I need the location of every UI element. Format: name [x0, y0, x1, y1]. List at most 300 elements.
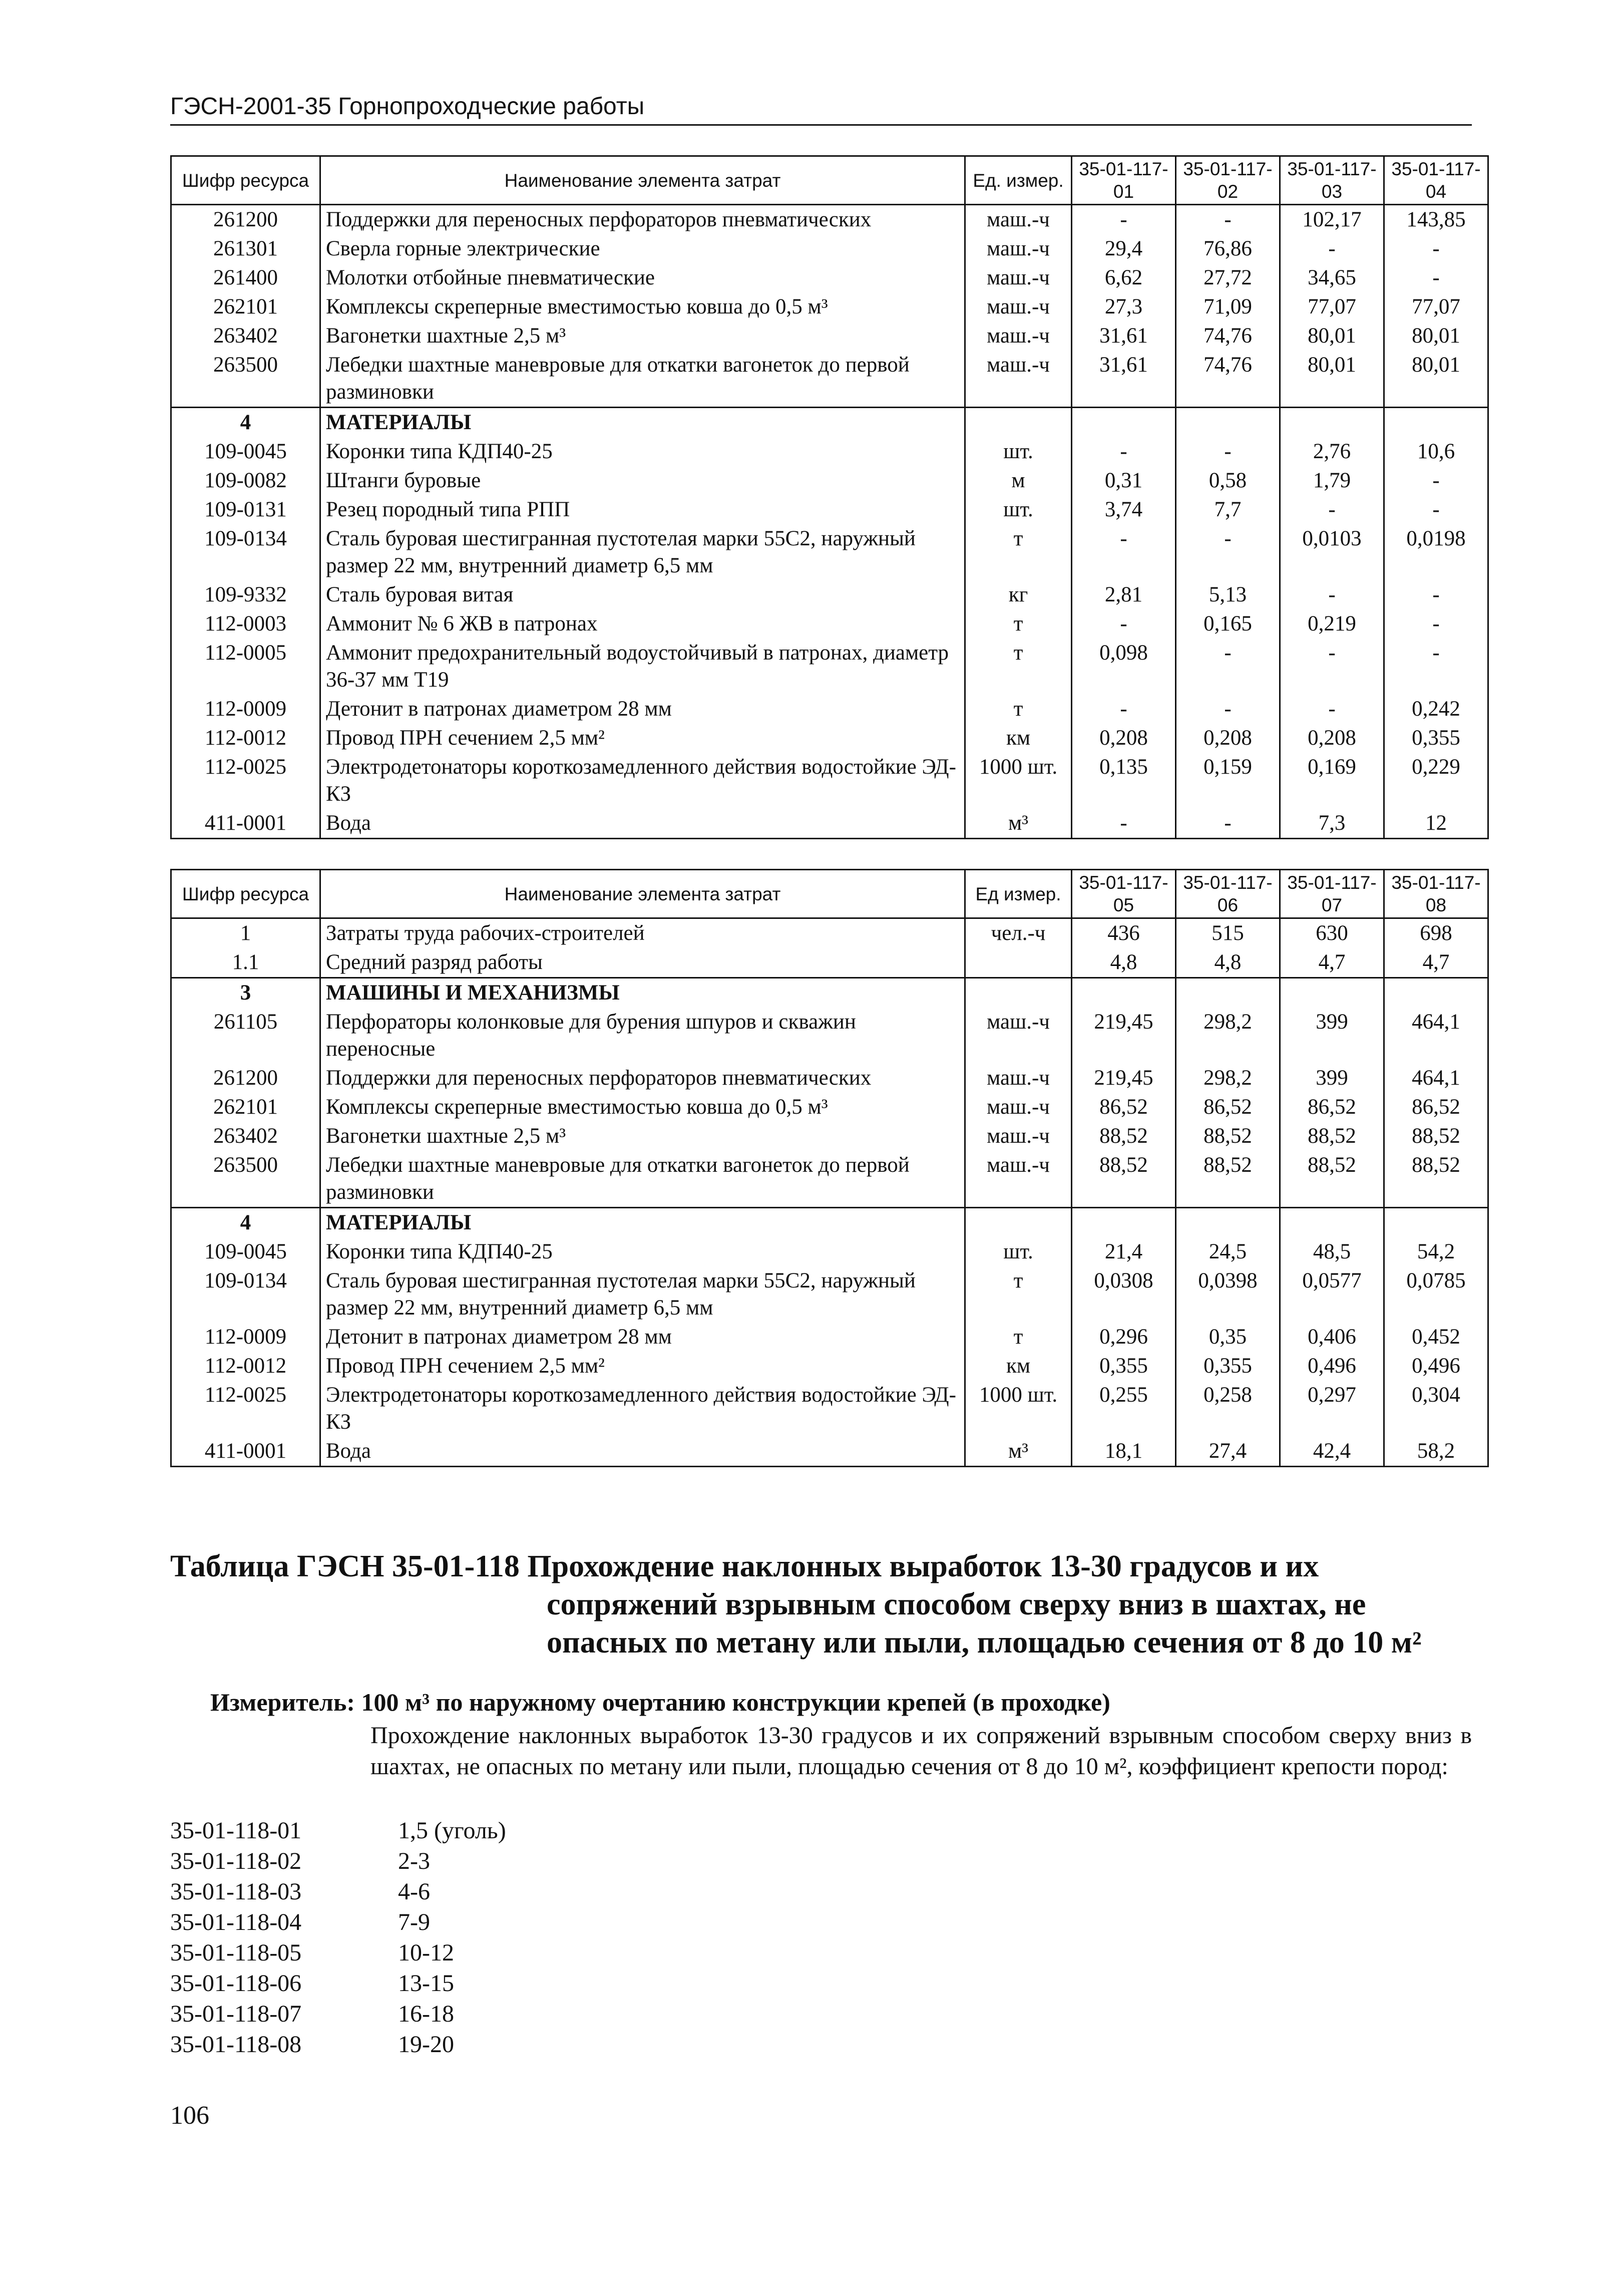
resource-name: Резец породный типа РПП	[320, 495, 965, 524]
norm-value: 464,1	[1384, 1064, 1488, 1093]
resource-unit: т	[965, 609, 1072, 638]
norm-value: 86,52	[1384, 1093, 1488, 1122]
norm-value: 80,01	[1280, 351, 1384, 408]
norm-value: 80,01	[1384, 321, 1488, 351]
resource-code: 262101	[171, 292, 320, 321]
norm-value: 0,208	[1072, 724, 1176, 753]
norm-value: 0,297	[1280, 1381, 1384, 1437]
table-2-body	[171, 918, 1488, 1467]
page-number: 106	[170, 2101, 209, 2130]
norm-value: 0,255	[1072, 1381, 1176, 1437]
resource-code: 112-0009	[171, 695, 320, 724]
norm-value: 0,355	[1176, 1352, 1280, 1381]
norm-value: -	[1072, 695, 1176, 724]
table-row	[171, 724, 1488, 753]
norm-code: 35-01-118-04	[170, 1909, 302, 1935]
table-row	[171, 580, 1488, 609]
norm-code-row	[170, 1815, 506, 1846]
table-row	[171, 638, 1488, 695]
col-header-code: Шифр ресурса	[171, 156, 320, 205]
norm-value: -	[1072, 437, 1176, 466]
norm-value	[1176, 408, 1280, 438]
norm-value: 399	[1280, 1008, 1384, 1064]
resource-unit: маш.-ч	[965, 234, 1072, 263]
section-row	[171, 408, 1488, 438]
norm-value: -	[1176, 524, 1280, 580]
work-description: Прохождение наклонных выработок 13-30 градусов и их сопряжений взрывным способом сверху вниз в шахтах, не опасных по метану или пыли, площадью сечения от 8 до 10 м², коэффициент крепости пород:	[370, 1722, 1472, 1780]
resource-code: 109-0131	[171, 495, 320, 524]
table-1-body	[171, 205, 1488, 839]
resource-table-1	[170, 155, 1489, 839]
table-row	[171, 753, 1488, 809]
resource-unit: м	[965, 466, 1072, 495]
norm-value: 76,86	[1176, 234, 1280, 263]
rock-hardness: 10-12	[398, 1939, 454, 1966]
resource-unit: чел.-ч	[965, 918, 1072, 948]
rock-hardness: 19-20	[398, 2031, 454, 2058]
norm-value: 4,8	[1072, 948, 1176, 978]
col-header-name: Наименование элемента затрат	[320, 156, 965, 205]
norm-value: 630	[1280, 918, 1384, 948]
resource-code: 1	[171, 918, 320, 948]
norm-value: 77,07	[1280, 292, 1384, 321]
norm-value: 7,7	[1176, 495, 1280, 524]
norm-value: 1,79	[1280, 466, 1384, 495]
norm-value: 0,406	[1280, 1323, 1384, 1352]
norm-value: 298,2	[1176, 1008, 1280, 1064]
resource-unit: м³	[965, 1437, 1072, 1467]
norm-value: -	[1384, 580, 1488, 609]
norm-value: 0,296	[1072, 1323, 1176, 1352]
resource-code: 109-0134	[171, 524, 320, 580]
resource-name: Перфораторы колонковые для бурения шпуров и скважин переносные	[320, 1008, 965, 1064]
norm-value: 0,208	[1280, 724, 1384, 753]
norm-value: -	[1384, 495, 1488, 524]
norm-value: -	[1384, 263, 1488, 292]
resource-unit: 1000 шт.	[965, 753, 1072, 809]
resource-code: 411-0001	[171, 809, 320, 839]
table-row	[171, 1151, 1488, 1208]
norm-value: 27,4	[1176, 1437, 1280, 1467]
norm-code: 35-01-118-03	[170, 1878, 302, 1905]
norm-code: 35-01-118-01	[170, 1817, 302, 1844]
resource-unit: маш.-ч	[965, 1064, 1072, 1093]
norm-value	[1176, 1208, 1280, 1238]
col-header-name: Наименование элемента затрат	[320, 870, 965, 918]
resource-name: Вагонетки шахтные 2,5 м³	[320, 1122, 965, 1151]
resource-unit	[965, 948, 1072, 978]
rock-hardness: 13-15	[398, 1970, 454, 1997]
norm-value: 0,229	[1384, 753, 1488, 809]
resource-unit: т	[965, 524, 1072, 580]
resource-name: Лебедки шахтные маневровые для откатки вагонеток до первой разминовки	[320, 1151, 965, 1208]
rock-hardness: 4-6	[398, 1878, 430, 1905]
norm-value: 0,0103	[1280, 524, 1384, 580]
resource-name: Электродетонаторы короткозамедленного действия водостойкие ЭД-КЗ	[320, 753, 965, 809]
resource-name: Затраты труда рабочих-строителей	[320, 918, 965, 948]
col-header-norm: 35-01-117-03	[1280, 156, 1384, 205]
table-row	[171, 321, 1488, 351]
resource-name: Провод ПРН сечением 2,5 мм²	[320, 1352, 965, 1381]
norm-value: 21,4	[1072, 1237, 1176, 1266]
resource-unit: маш.-ч	[965, 1122, 1072, 1151]
table-row	[171, 1381, 1488, 1437]
norm-value: 0,31	[1072, 466, 1176, 495]
norm-value: -	[1176, 205, 1280, 235]
norm-code: 35-01-118-07	[170, 2001, 302, 2027]
resource-code: 3	[171, 978, 320, 1008]
norm-value: 58,2	[1384, 1437, 1488, 1467]
resource-code: 109-9332	[171, 580, 320, 609]
resource-code: 112-0003	[171, 609, 320, 638]
resource-unit: кг	[965, 580, 1072, 609]
norm-value: 31,61	[1072, 321, 1176, 351]
norm-value: 86,52	[1072, 1093, 1176, 1122]
col-header-norm: 35-01-117-08	[1384, 870, 1488, 918]
resource-name: Электродетонаторы короткозамедленного действия водостойкие ЭД-КЗ	[320, 1381, 965, 1437]
resource-code: 112-0025	[171, 1381, 320, 1437]
norm-value: 86,52	[1176, 1093, 1280, 1122]
resource-code: 263500	[171, 351, 320, 408]
running-header: ГЭСН-2001-35 Горнопроходческие работы	[170, 93, 1472, 126]
col-header-norm: 35-01-117-01	[1072, 156, 1176, 205]
resource-name: Вагонетки шахтные 2,5 м³	[320, 321, 965, 351]
norm-code: 35-01-118-02	[170, 1848, 302, 1874]
resource-name: Сверла горные электрические	[320, 234, 965, 263]
resource-name: Вода	[320, 809, 965, 839]
norm-value: 88,52	[1072, 1122, 1176, 1151]
norm-value: 0,219	[1280, 609, 1384, 638]
resource-code: 263402	[171, 1122, 320, 1151]
norm-value: 18,1	[1072, 1437, 1176, 1467]
table-row	[171, 1352, 1488, 1381]
resource-unit: т	[965, 638, 1072, 695]
resource-unit	[965, 1208, 1072, 1238]
table-row	[171, 234, 1488, 263]
norm-value: 515	[1176, 918, 1280, 948]
norm-value: 0,304	[1384, 1381, 1488, 1437]
table-row	[171, 695, 1488, 724]
norm-value: 27,3	[1072, 292, 1176, 321]
resource-unit	[965, 978, 1072, 1008]
col-header-norm: 35-01-117-05	[1072, 870, 1176, 918]
norm-value: 34,65	[1280, 263, 1384, 292]
norm-value: -	[1280, 580, 1384, 609]
norm-value: 0,0198	[1384, 524, 1488, 580]
resource-unit: маш.-ч	[965, 1151, 1072, 1208]
norm-value: 143,85	[1384, 205, 1488, 235]
norm-value: 6,62	[1072, 263, 1176, 292]
resource-unit: шт.	[965, 1237, 1072, 1266]
rock-hardness: 1,5 (уголь)	[398, 1817, 506, 1844]
section-row	[171, 1208, 1488, 1238]
norm-value: -	[1176, 638, 1280, 695]
resource-unit: 1000 шт.	[965, 1381, 1072, 1437]
resource-code: 262101	[171, 1093, 320, 1122]
norm-value: 4,8	[1176, 948, 1280, 978]
resource-unit	[965, 408, 1072, 438]
resource-name: МАШИНЫ И МЕХАНИЗМЫ	[320, 978, 965, 1008]
norm-value: 0,496	[1384, 1352, 1488, 1381]
resource-unit: м³	[965, 809, 1072, 839]
table-row	[171, 948, 1488, 978]
resource-code: 112-0005	[171, 638, 320, 695]
resource-unit: т	[965, 695, 1072, 724]
norm-value: 74,76	[1176, 351, 1280, 408]
resource-name: Сталь буровая витая	[320, 580, 965, 609]
resource-name: Аммонит предохранительный водоустойчивый в патронах, диаметр 36-37 мм Т19	[320, 638, 965, 695]
table-row	[171, 205, 1488, 235]
norm-code-row	[170, 1907, 506, 1937]
norm-value: -	[1280, 495, 1384, 524]
norm-value: -	[1280, 234, 1384, 263]
norm-value: -	[1384, 609, 1488, 638]
norm-code: 35-01-118-06	[170, 1970, 302, 1997]
col-header-norm: 35-01-117-06	[1176, 870, 1280, 918]
resource-code: 261200	[171, 1064, 320, 1093]
norm-value: 2,76	[1280, 437, 1384, 466]
section-title-line3: опасных по метану или пыли, площадью сечения от 8 до 10 м²	[547, 1625, 1422, 1660]
table-row	[171, 292, 1488, 321]
norm-value: 86,52	[1280, 1093, 1384, 1122]
norm-value: 464,1	[1384, 1008, 1488, 1064]
resource-name: Аммонит № 6 ЖВ в патронах	[320, 609, 965, 638]
table-row	[171, 1122, 1488, 1151]
resource-unit: маш.-ч	[965, 263, 1072, 292]
resource-name: Сталь буровая шестигранная пустотелая марки 55С2, наружный размер 22 мм, внутренний диаметр 6,5 мм	[320, 524, 965, 580]
col-header-norm: 35-01-117-04	[1384, 156, 1488, 205]
section-title	[170, 1547, 1472, 1662]
table-row	[171, 1437, 1488, 1467]
norm-code-row	[170, 1846, 506, 1876]
resource-name: Коронки типа КДП40-25	[320, 1237, 965, 1266]
resource-unit: шт.	[965, 495, 1072, 524]
norm-value: -	[1072, 205, 1176, 235]
norm-code-row	[170, 1968, 506, 1999]
norm-value: 0,0577	[1280, 1266, 1384, 1323]
table-row	[171, 495, 1488, 524]
section-title-line2: сопряжений взрывным способом сверху вниз в шахтах, не	[547, 1587, 1366, 1621]
rock-hardness: 16-18	[398, 2001, 454, 2027]
rock-hardness: 7-9	[398, 1909, 430, 1935]
norm-value: 0,159	[1176, 753, 1280, 809]
resource-unit: т	[965, 1323, 1072, 1352]
section-title-line1: Таблица ГЭСН 35-01-118 Прохождение наклонных выработок 13-30 градусов и их	[170, 1549, 1319, 1583]
resource-name: Поддержки для переносных перфораторов пневматических	[320, 205, 965, 235]
resource-unit: шт.	[965, 437, 1072, 466]
norm-value: 102,17	[1280, 205, 1384, 235]
table-row	[171, 918, 1488, 948]
norm-value: 436	[1072, 918, 1176, 948]
resource-name: Детонит в патронах диаметром 28 мм	[320, 1323, 965, 1352]
norm-value: -	[1072, 609, 1176, 638]
norm-code-row	[170, 1999, 506, 2029]
norm-value	[1280, 1208, 1384, 1238]
norm-value: 0,452	[1384, 1323, 1488, 1352]
norm-value: 0,0785	[1384, 1266, 1488, 1323]
norm-value: 74,76	[1176, 321, 1280, 351]
resource-code: 411-0001	[171, 1437, 320, 1467]
norm-value: 88,52	[1384, 1122, 1488, 1151]
table-row	[171, 1008, 1488, 1064]
norm-value	[1280, 978, 1384, 1008]
resource-code: 112-0012	[171, 724, 320, 753]
section-row	[171, 978, 1488, 1008]
resource-name: Средний разряд работы	[320, 948, 965, 978]
resource-name: МАТЕРИАЛЫ	[320, 408, 965, 438]
norm-value: -	[1072, 809, 1176, 839]
table-row	[171, 809, 1488, 839]
norm-value: -	[1072, 524, 1176, 580]
resource-code: 109-0134	[171, 1266, 320, 1323]
resource-name: Детонит в патронах диаметром 28 мм	[320, 695, 965, 724]
norm-value	[1176, 978, 1280, 1008]
resource-code: 261200	[171, 205, 320, 235]
norm-value: 10,6	[1384, 437, 1488, 466]
norm-code-row	[170, 1937, 506, 1968]
norm-value: 399	[1280, 1064, 1384, 1093]
norm-value: 88,52	[1176, 1122, 1280, 1151]
norm-value	[1072, 1208, 1176, 1238]
col-header-norm: 35-01-117-02	[1176, 156, 1280, 205]
resource-name: Молотки отбойные пневматические	[320, 263, 965, 292]
norm-value: 48,5	[1280, 1237, 1384, 1266]
resource-code: 112-0012	[171, 1352, 320, 1381]
resource-unit: маш.-ч	[965, 1093, 1072, 1122]
norm-value: 2,81	[1072, 580, 1176, 609]
norm-value	[1072, 978, 1176, 1008]
table-row	[171, 1237, 1488, 1266]
norm-code-row	[170, 2029, 506, 2060]
norm-value: 0,098	[1072, 638, 1176, 695]
norm-value: 88,52	[1280, 1122, 1384, 1151]
table-row	[171, 1266, 1488, 1323]
norm-value	[1072, 408, 1176, 438]
norm-value	[1280, 408, 1384, 438]
norm-value	[1384, 978, 1488, 1008]
resource-code: 261105	[171, 1008, 320, 1064]
norm-value: 77,07	[1384, 292, 1488, 321]
resource-code: 109-0045	[171, 437, 320, 466]
col-header-code: Шифр ресурса	[171, 870, 320, 918]
norm-value: 698	[1384, 918, 1488, 948]
norm-value: -	[1280, 638, 1384, 695]
resource-name: Сталь буровая шестигранная пустотелая марки 55С2, наружный размер 22 мм, внутренний диаметр 6,5 мм	[320, 1266, 965, 1323]
resource-code: 4	[171, 408, 320, 438]
norm-value: 88,52	[1072, 1151, 1176, 1208]
resource-name: Лебедки шахтные маневровые для откатки вагонеток до первой разминовки	[320, 351, 965, 408]
resource-code: 1.1	[171, 948, 320, 978]
norm-value: 7,3	[1280, 809, 1384, 839]
resource-name: Штанги буровые	[320, 466, 965, 495]
resource-unit: маш.-ч	[965, 351, 1072, 408]
norm-value: 298,2	[1176, 1064, 1280, 1093]
norm-value: 219,45	[1072, 1008, 1176, 1064]
resource-code: 263402	[171, 321, 320, 351]
resource-code: 109-0082	[171, 466, 320, 495]
col-header-unit: Ед измер.	[965, 870, 1072, 918]
table-row	[171, 524, 1488, 580]
norm-value: 0,355	[1384, 724, 1488, 753]
resource-code: 4	[171, 1208, 320, 1238]
norm-value: 12	[1384, 809, 1488, 839]
resource-name: Провод ПРН сечением 2,5 мм²	[320, 724, 965, 753]
norm-value: 4,7	[1280, 948, 1384, 978]
col-header-unit: Ед. измер.	[965, 156, 1072, 205]
resource-table-2	[170, 869, 1489, 1467]
table-row	[171, 466, 1488, 495]
resource-unit: маш.-ч	[965, 292, 1072, 321]
norm-value: 42,4	[1280, 1437, 1384, 1467]
norm-value: 88,52	[1280, 1151, 1384, 1208]
norm-value: 88,52	[1176, 1151, 1280, 1208]
norm-value: 31,61	[1072, 351, 1176, 408]
rock-hardness: 2-3	[398, 1848, 430, 1874]
resource-code: 109-0045	[171, 1237, 320, 1266]
resource-unit: км	[965, 1352, 1072, 1381]
norm-code: 35-01-118-08	[170, 2031, 302, 2058]
resource-code: 261400	[171, 263, 320, 292]
resource-name: Комплексы скреперные вместимостью ковша до 0,5 м³	[320, 292, 965, 321]
col-header-norm: 35-01-117-07	[1280, 870, 1384, 918]
norm-value: -	[1176, 437, 1280, 466]
table-row	[171, 263, 1488, 292]
resource-name: Поддержки для переносных перфораторов пневматических	[320, 1064, 965, 1093]
norm-value: 88,52	[1384, 1151, 1488, 1208]
norm-value: 24,5	[1176, 1237, 1280, 1266]
norm-value: 0,355	[1072, 1352, 1176, 1381]
resource-name: Вода	[320, 1437, 965, 1467]
table-row	[171, 1093, 1488, 1122]
table-row	[171, 437, 1488, 466]
norm-value: 5,13	[1176, 580, 1280, 609]
norm-value: 80,01	[1280, 321, 1384, 351]
norm-value	[1384, 408, 1488, 438]
norm-value: 0,496	[1280, 1352, 1384, 1381]
resource-unit: маш.-ч	[965, 205, 1072, 235]
resource-code: 112-0009	[171, 1323, 320, 1352]
resource-code: 263500	[171, 1151, 320, 1208]
norm-codes-list	[170, 1815, 506, 2060]
norm-value: 3,74	[1072, 495, 1176, 524]
resource-unit: т	[965, 1266, 1072, 1323]
norm-value: -	[1176, 695, 1280, 724]
resource-name: Коронки типа КДП40-25	[320, 437, 965, 466]
norm-value: 0,258	[1176, 1381, 1280, 1437]
norm-value: 29,4	[1072, 234, 1176, 263]
norm-value: -	[1384, 234, 1488, 263]
resource-unit: маш.-ч	[965, 1008, 1072, 1064]
norm-value: 0,0308	[1072, 1266, 1176, 1323]
resource-name: Комплексы скреперные вместимостью ковша до 0,5 м³	[320, 1093, 965, 1122]
table-row	[171, 1323, 1488, 1352]
norm-value: 0,0398	[1176, 1266, 1280, 1323]
norm-value: 0,165	[1176, 609, 1280, 638]
norm-value: 0,35	[1176, 1323, 1280, 1352]
norm-value: -	[1176, 809, 1280, 839]
norm-value: 80,01	[1384, 351, 1488, 408]
norm-value: -	[1280, 695, 1384, 724]
norm-code: 35-01-118-05	[170, 1939, 302, 1966]
norm-value: 0,208	[1176, 724, 1280, 753]
norm-value: 0,135	[1072, 753, 1176, 809]
resource-code: 112-0025	[171, 753, 320, 809]
norm-value: 0,58	[1176, 466, 1280, 495]
table-row	[171, 609, 1488, 638]
norm-value: -	[1384, 638, 1488, 695]
norm-value: 27,72	[1176, 263, 1280, 292]
norm-value: 0,169	[1280, 753, 1384, 809]
